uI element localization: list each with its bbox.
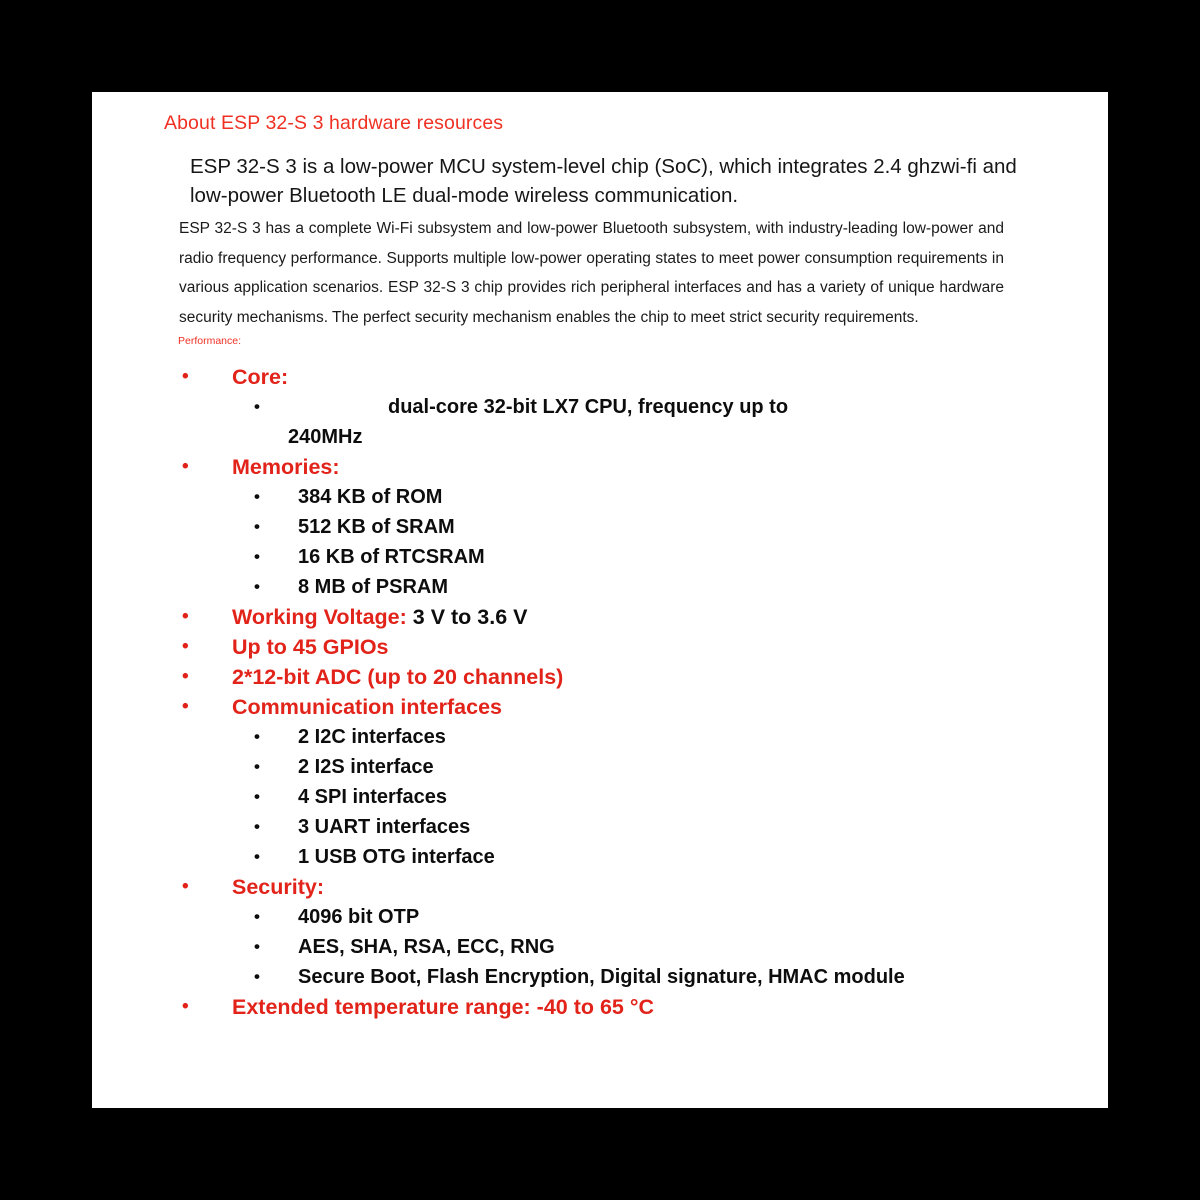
list-item-temperature xyxy=(92,992,1108,1022)
bullet-icon: • xyxy=(254,727,260,746)
list-item-label: 2*12-bit ADC (up to 20 channels) xyxy=(232,665,564,689)
bullet-icon: • xyxy=(254,937,260,956)
document-content xyxy=(92,92,1108,1108)
bullet-icon: • xyxy=(254,847,260,866)
list-item xyxy=(92,752,1108,782)
bullet-icon: • xyxy=(254,817,260,836)
list-item xyxy=(92,572,1108,602)
list-item-label: 4 SPI interfaces xyxy=(298,786,447,808)
list-item-label: 8 MB of PSRAM xyxy=(298,576,448,598)
list-item-label-cont: 240MHz xyxy=(288,426,363,448)
page-title: About ESP 32-S 3 hardware resources xyxy=(164,112,504,134)
list-item-value: 3 V to 3.6 V xyxy=(406,605,528,629)
bullet-icon: • xyxy=(254,517,260,536)
list-item-label: 2 I2C interfaces xyxy=(298,726,446,748)
lead-paragraph: ESP 32-S 3 is a low-power MCU system-level chip (SoC), which integrates 2.4 ghzwi-fi and low-power Bluetooth LE dual-mode wireless communication. xyxy=(190,155,1017,207)
list-item xyxy=(92,962,1108,992)
list-item xyxy=(92,512,1108,542)
list-item-label: Up to 45 GPIOs xyxy=(232,635,389,659)
list-item-security xyxy=(92,872,1108,902)
bullet-icon: • xyxy=(182,666,189,687)
performance-label: Performance: xyxy=(178,335,242,347)
list-item-core-detail xyxy=(92,392,1108,452)
list-item xyxy=(92,542,1108,572)
list-item-label: Secure Boot, Flash Encryption, Digital signature, HMAC module xyxy=(298,966,905,988)
list-item-label: 4096 bit OTP xyxy=(298,906,420,928)
list-item-label: Working Voltage: xyxy=(232,605,407,629)
bullet-icon: • xyxy=(182,606,189,627)
list-item xyxy=(92,812,1108,842)
body-paragraph: ESP 32-S 3 has a complete Wi-Fi subsystem and low-power Bluetooth subsystem, with industry-leading low-power and radio frequency performance. Supports multiple low-power operating states to meet power consumption requirements in various application scenarios. ESP 32-S 3 chip provides rich peripheral interfaces and has a variety of unique hardware security mechanisms. The perfect security mechanism enables the chip to meet strict security requirements. xyxy=(179,220,1004,326)
list-item-adc xyxy=(92,662,1108,692)
list-item-memories xyxy=(92,452,1108,482)
bullet-icon: • xyxy=(254,397,260,416)
bullet-icon: • xyxy=(182,996,189,1017)
document-page xyxy=(92,92,1108,1108)
bullet-icon: • xyxy=(254,967,260,986)
list-item-working-voltage xyxy=(92,602,1108,632)
list-item xyxy=(92,722,1108,752)
list-item-label: Core: xyxy=(232,365,289,389)
list-item-gpios xyxy=(92,632,1108,662)
list-item xyxy=(92,902,1108,932)
bullet-icon: • xyxy=(182,366,189,387)
list-item-label: 2 I2S interface xyxy=(298,756,434,778)
bullet-icon: • xyxy=(254,487,260,506)
bullet-icon: • xyxy=(254,547,260,566)
list-item-label: dual-core 32-bit LX7 CPU, frequency up to xyxy=(388,396,789,418)
bullet-icon: • xyxy=(254,907,260,926)
list-item-label: 3 UART interfaces xyxy=(298,816,471,838)
bullet-icon: • xyxy=(182,696,189,717)
list-item-label: 16 KB of RTCSRAM xyxy=(298,546,485,568)
list-item xyxy=(92,782,1108,812)
list-item xyxy=(92,842,1108,872)
list-item-label: 384 KB of ROM xyxy=(298,486,443,508)
list-item xyxy=(92,482,1108,512)
list-item-communication xyxy=(92,692,1108,722)
bullet-icon: • xyxy=(182,876,189,897)
list-item-core xyxy=(92,362,1108,392)
bullet-icon: • xyxy=(182,636,189,657)
bullet-icon: • xyxy=(254,787,260,806)
list-item-label: Memories: xyxy=(232,455,340,479)
list-item-label: 1 USB OTG interface xyxy=(298,846,495,868)
spec-list xyxy=(92,362,1108,1022)
list-item-label: 512 KB of SRAM xyxy=(298,516,455,538)
list-item-label: Security: xyxy=(232,875,325,899)
list-item-label: Extended temperature range: -40 to 65 °C xyxy=(232,995,654,1019)
bullet-icon: • xyxy=(254,757,260,776)
bullet-icon: • xyxy=(182,456,189,477)
list-item-label: AES, SHA, RSA, ECC, RNG xyxy=(298,936,555,958)
bullet-icon: • xyxy=(254,577,260,596)
list-item xyxy=(92,932,1108,962)
list-item-label: Communication interfaces xyxy=(232,695,502,719)
